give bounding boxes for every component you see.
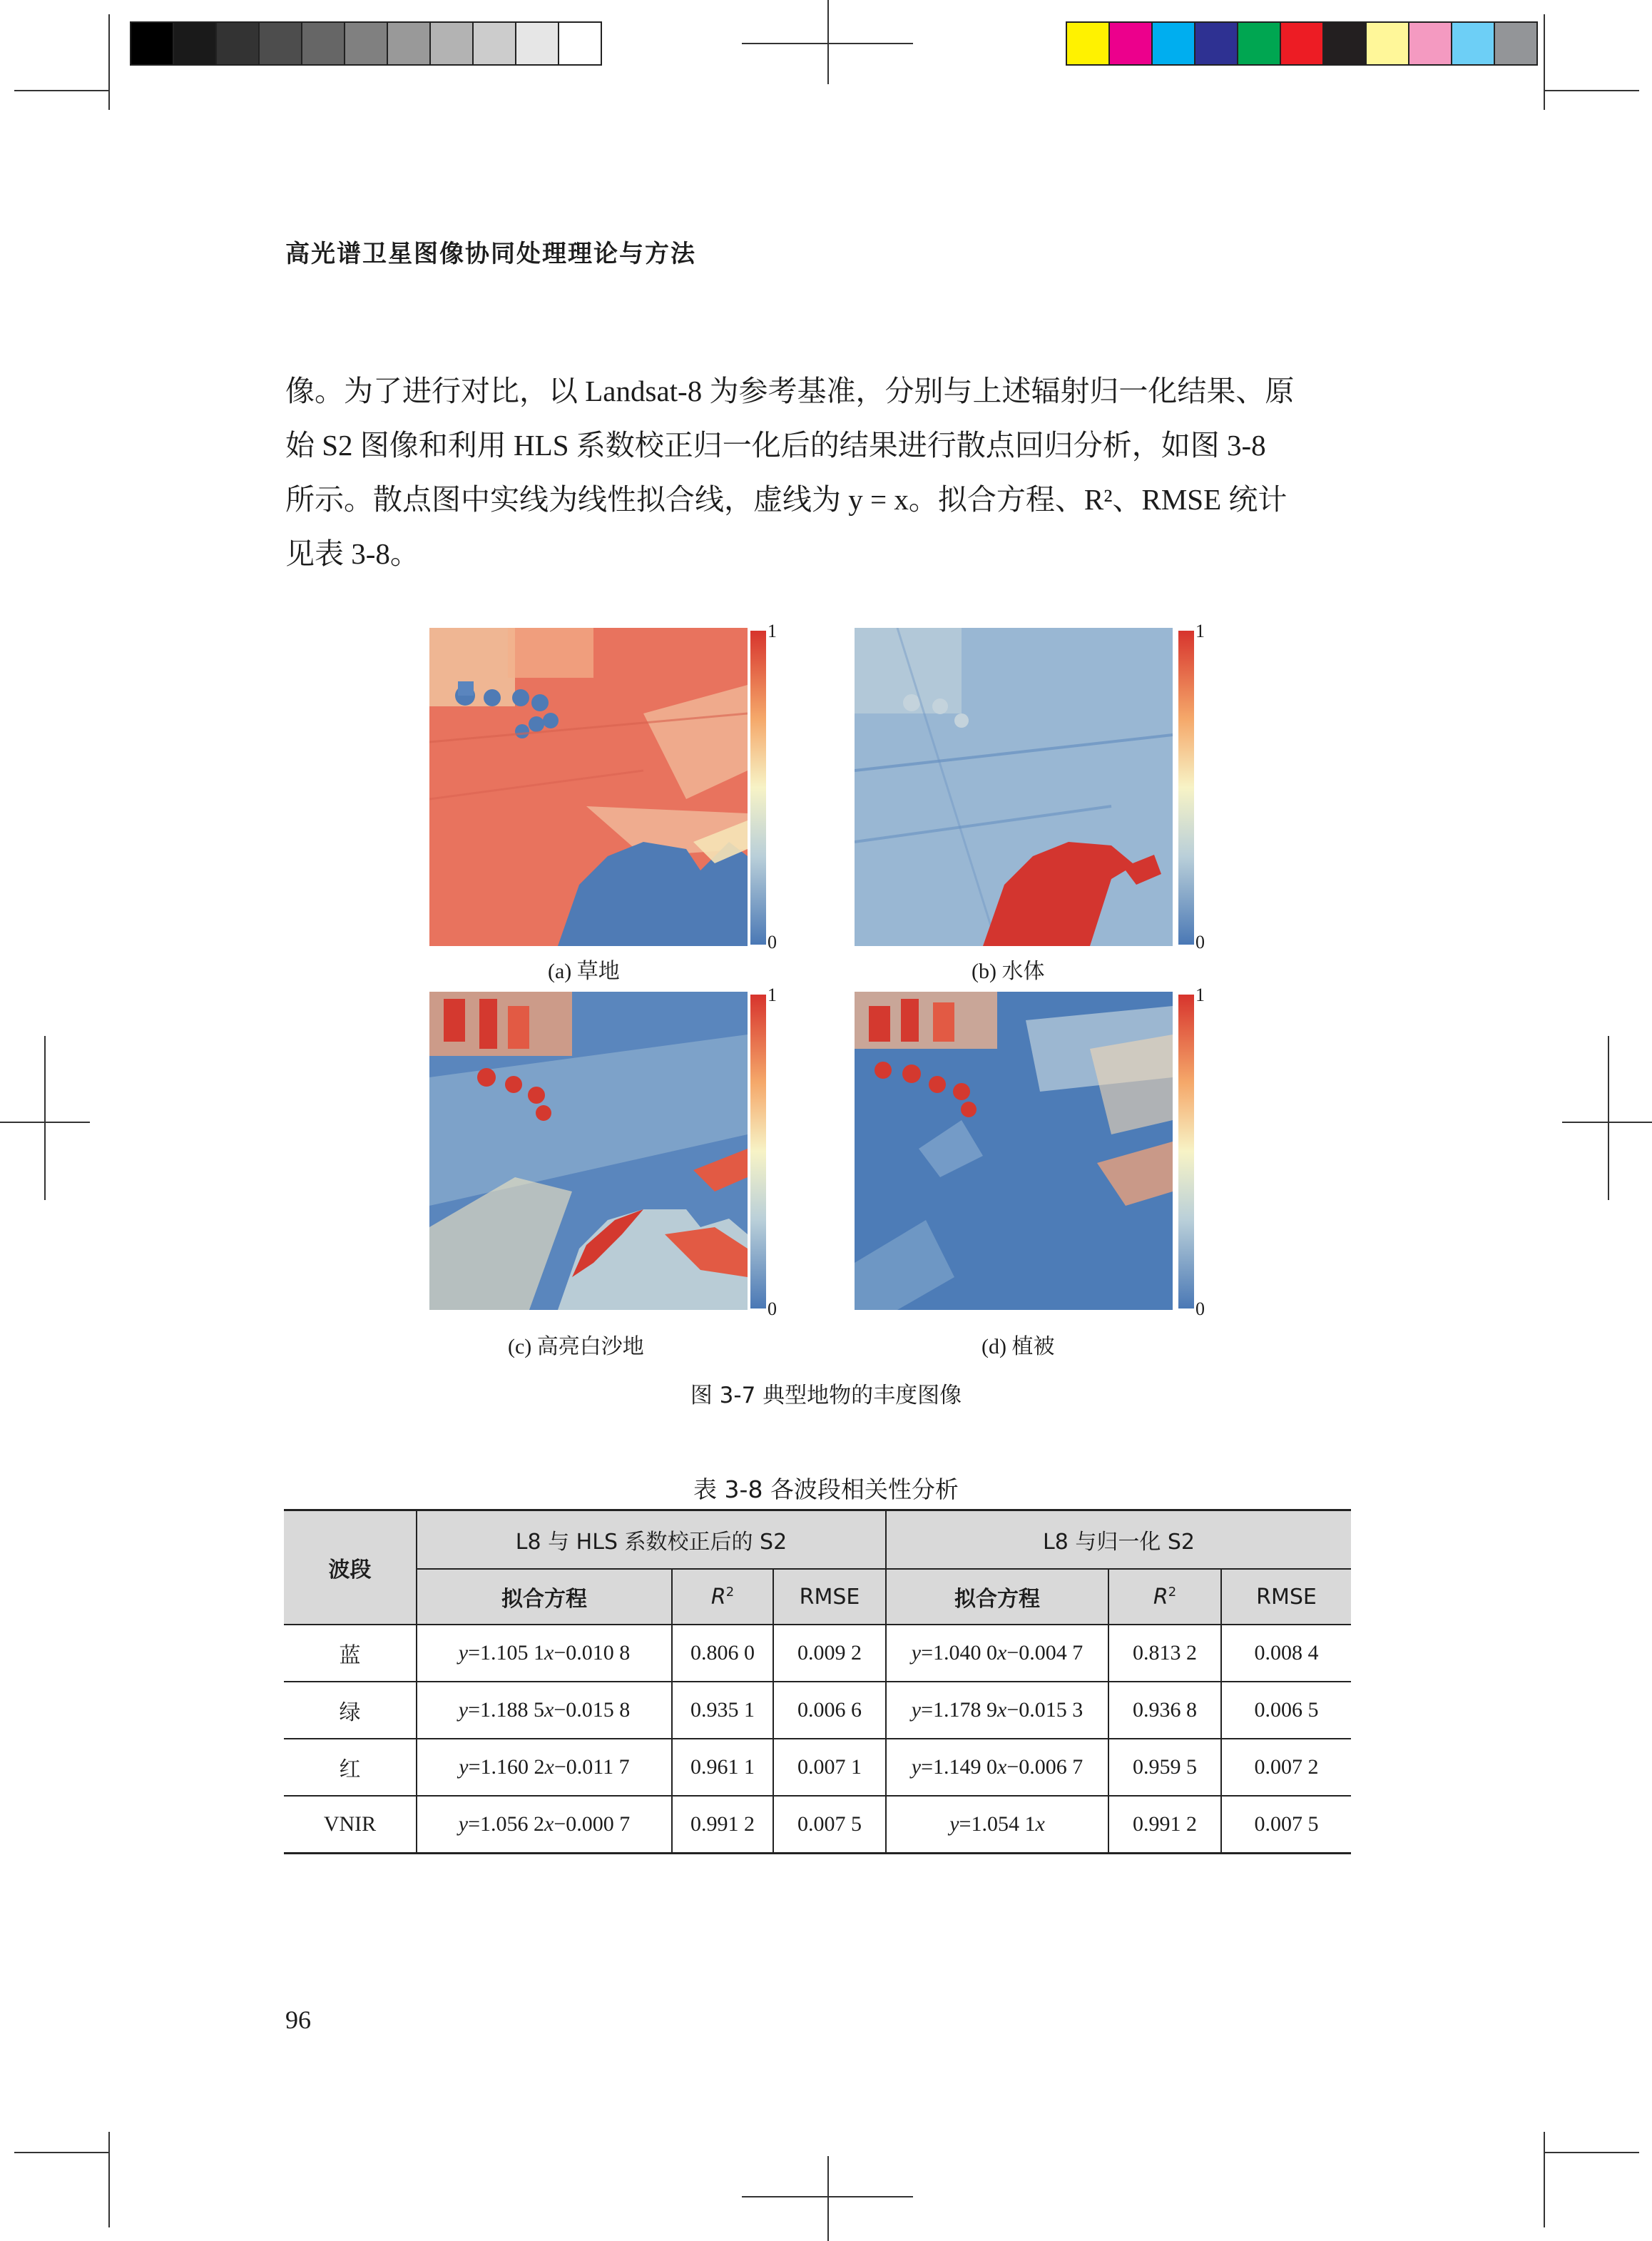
- header-group-hls: L8 与 HLS 系数校正后的 S2: [417, 1510, 886, 1570]
- color-swatch: [1110, 23, 1153, 64]
- fit-equation-cell: y=1.149 0x−0.006 7: [886, 1739, 1108, 1796]
- r2-cell: 0.813 2: [1108, 1625, 1221, 1682]
- fit-equation-cell: y=1.056 2x−0.000 7: [417, 1796, 672, 1854]
- colorbar-max-label: 1: [768, 621, 777, 641]
- color-swatch: [559, 23, 601, 64]
- header-group-normalized: L8 与归一化 S2: [886, 1510, 1351, 1570]
- header-fit-equation: 拟合方程: [417, 1569, 672, 1625]
- color-swatch: [1153, 23, 1195, 64]
- r2-cell: 0.935 1: [672, 1682, 773, 1739]
- colorbar-max-label: 1: [768, 985, 777, 1005]
- running-head: 高光谱卫星图像协同处理理论与方法: [285, 240, 696, 268]
- colorbar-min-label: 0: [1195, 1299, 1205, 1319]
- subfigure-caption: (a) 草地: [548, 960, 620, 983]
- page-number: 96: [285, 2006, 311, 2034]
- abundance-map-bright-sand: [429, 992, 748, 1310]
- process-color-bar: [1066, 21, 1538, 66]
- color-swatch: [474, 23, 516, 64]
- r2-cell: 0.806 0: [672, 1625, 773, 1682]
- fit-equation-cell: y=1.188 5x−0.015 8: [417, 1682, 672, 1739]
- body-paragraph: [285, 364, 1355, 581]
- rmse-cell: 0.007 5: [773, 1796, 886, 1854]
- color-swatch: [1324, 23, 1367, 64]
- header-r2: $R^2$: [672, 1569, 773, 1625]
- color-swatch: [1195, 23, 1238, 64]
- rmse-cell: 0.007 5: [1221, 1796, 1351, 1854]
- r2-cell: 0.936 8: [1108, 1682, 1221, 1739]
- colorbar-max-label: 1: [1195, 621, 1205, 641]
- color-swatch: [1281, 23, 1324, 64]
- color-swatch: [131, 23, 174, 64]
- r2-cell: 0.991 2: [672, 1796, 773, 1854]
- color-swatch: [1367, 23, 1409, 64]
- band-cell: VNIR: [284, 1796, 417, 1854]
- abundance-map-grassland: [429, 628, 748, 946]
- fit-equation-cell: y=1.054 1x: [886, 1796, 1108, 1854]
- band-cell: 绿: [284, 1682, 417, 1739]
- subfigure-caption: (c) 高亮白沙地: [508, 1335, 644, 1358]
- fit-equation-cell: y=1.105 1x−0.010 8: [417, 1625, 672, 1682]
- header-band: 波段: [284, 1510, 417, 1625]
- fit-equation-cell: y=1.040 0x−0.004 7: [886, 1625, 1108, 1682]
- colorbar-min-label: 0: [1195, 932, 1205, 952]
- colorbar-min-label: 0: [768, 932, 777, 952]
- colorbar: [750, 631, 766, 945]
- band-cell: 红: [284, 1739, 417, 1796]
- abundance-map-water: [855, 628, 1173, 946]
- rmse-cell: 0.008 4: [1221, 1625, 1351, 1682]
- color-swatch: [388, 23, 431, 64]
- colorbar-min-label: 0: [768, 1299, 777, 1319]
- color-swatch: [431, 23, 474, 64]
- figure-caption: 图 3-7 典型地物的丰度图像: [690, 1383, 962, 1408]
- rmse-cell: 0.006 5: [1221, 1682, 1351, 1739]
- color-swatch: [1067, 23, 1110, 64]
- subfigure-caption: (b) 水体: [972, 960, 1045, 983]
- color-swatch: [345, 23, 388, 64]
- subfigure-caption: (d) 植被: [981, 1335, 1055, 1358]
- header-r2: $R^2$: [1108, 1569, 1221, 1625]
- colorbar: [750, 995, 766, 1308]
- color-swatch: [1452, 23, 1495, 64]
- color-swatch: [1409, 23, 1452, 64]
- r2-cell: 0.961 1: [672, 1739, 773, 1796]
- header-fit-equation: 拟合方程: [886, 1569, 1108, 1625]
- paragraph-line: 见表 3-8。: [285, 537, 419, 570]
- colorbar-max-label: 1: [1195, 985, 1205, 1005]
- rmse-cell: 0.009 2: [773, 1625, 886, 1682]
- color-swatch: [1238, 23, 1281, 64]
- color-swatch: [174, 23, 217, 64]
- table-row: [284, 1682, 1351, 1739]
- abundance-map-vegetation: [855, 992, 1173, 1310]
- band-cell: 蓝: [284, 1625, 417, 1682]
- paragraph-line: 始 S2 图像和利用 HLS 系数校正归一化后的结果进行散点回归分析，如图 3-8: [285, 429, 1266, 462]
- table-row: [284, 1739, 1351, 1796]
- colorbar: [1178, 631, 1194, 945]
- colorbar: [1178, 995, 1194, 1308]
- gray-color-bar: [130, 21, 602, 66]
- rmse-cell: 0.006 6: [773, 1682, 886, 1739]
- rmse-cell: 0.007 2: [1221, 1739, 1351, 1796]
- table-row: [284, 1625, 1351, 1682]
- band-correlation-table: [284, 1509, 1351, 1854]
- r2-cell: 0.991 2: [1108, 1796, 1221, 1854]
- color-swatch: [302, 23, 345, 64]
- rmse-cell: 0.007 1: [773, 1739, 886, 1796]
- table-row: [284, 1796, 1351, 1854]
- color-swatch: [217, 23, 260, 64]
- paragraph-line: 所示。散点图中实线为线性拟合线，虚线为 y = x。拟合方程、R²、RMSE 统计: [285, 483, 1288, 516]
- color-swatch: [516, 23, 559, 64]
- fit-equation-cell: y=1.178 9x−0.015 3: [886, 1682, 1108, 1739]
- fit-equation-cell: y=1.160 2x−0.011 7: [417, 1739, 672, 1796]
- color-swatch: [1495, 23, 1536, 64]
- header-rmse: RMSE: [773, 1569, 886, 1625]
- table-caption: 表 3-8 各波段相关性分析: [693, 1475, 959, 1503]
- r2-cell: 0.959 5: [1108, 1739, 1221, 1796]
- header-rmse: RMSE: [1221, 1569, 1351, 1625]
- paragraph-line: 像。为了进行对比，以 Landsat-8 为参考基准，分别与上述辐射归一化结果、原: [285, 375, 1295, 407]
- color-swatch: [260, 23, 302, 64]
